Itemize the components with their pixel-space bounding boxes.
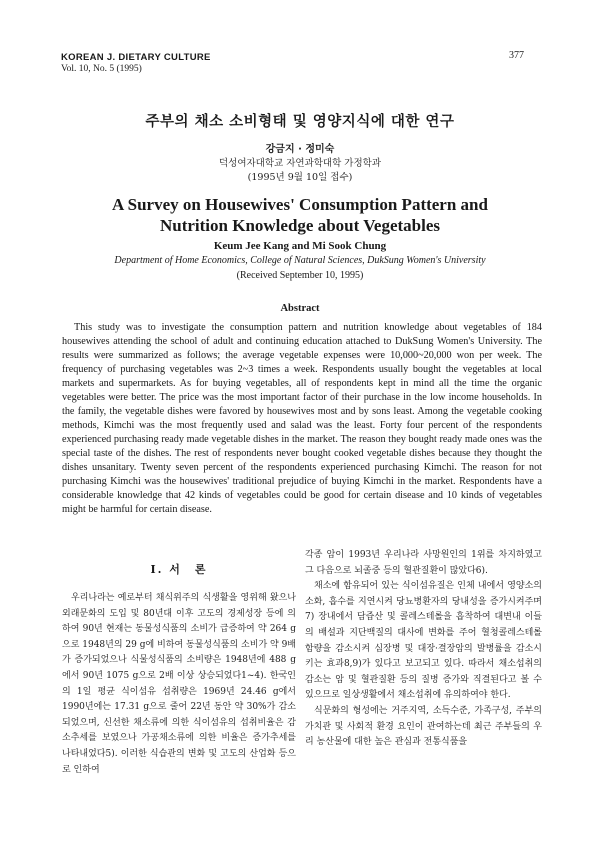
section-heading: I. 서 론	[150, 563, 208, 576]
korean-title: 주부의 채소 소비형태 및 영양지식에 대한 연구	[145, 114, 455, 130]
journal-name: KOREAN J. DIETARY CULTURE	[61, 52, 211, 63]
page-number: 377	[509, 50, 524, 61]
english-title	[0, 194, 600, 236]
english-received-date: (Received September 10, 1995)	[236, 270, 364, 281]
english-authors: Keum Jee Kang and Mi Sook Chung	[213, 240, 387, 252]
body-column-right	[305, 548, 542, 751]
body-paragraph: 채소에 함유되어 있는 식이섬유질은 인체 내에서 영양소의 소화, 흡수를 지연시켜 당뇨병환자의 당내성을 증가시켜주며7) 장내에서 담즙산 및 콜레스테롤을 흡착하여 대변내 이들의 배설과 지단백질의 대사에 변화를 주어 혈청콜레스테롤 함량을 감소시켜 심장병 및 대장·결장암의 발병률을 감소시키는 효과8,9)가 있다고 보고되고 있다. 따라서 채소섭취의 감소는 암 및 혈관질환 등의 질병 증가와 직결된다고 볼 수 있으므로 일상생활에서 채소섭취에 유의하여야 한다.	[305, 581, 542, 701]
body-paragraph: 식문화의 형성에는 거주지역, 소득수준, 가족구성, 주부의 가치관 및 사회적 환경 요인이 관여하는데 최근 주부들의 우리 농산물에 대한 높은 관심과 전통식품을	[305, 705, 542, 748]
english-department: Department of Home Economics, College of Natural Sciences, DukSung Women's University	[114, 255, 486, 266]
korean-authors: 강금지 · 정미숙	[265, 144, 335, 155]
korean-affiliation: 덕성여자대학교 자연과학대학 가정학과	[218, 158, 382, 169]
korean-received-date: (1995년 9월 10일 접수)	[247, 172, 353, 183]
abstract-text: This study was to investigate the consumption pattern and nutrition knowledge about vegetables of 184 housewives attending the school of adult and continuing education attached to DukSung Women's University. The results were summarized as follows; the average vegetable expenses were 10,000~20,000 won per week. The frequency of purchasing vegetables was 2~3 times a week. Respondents usually bought the vegetables at local markets and supermarkets. As for buying vegetables, all of respondents kept in mind all the time the organic vegetables were better. The price was the most important factor of their purchase in the low income households. In the family, the vegetable dishes were favored by housewives most and by sons least. Among the vegetable cooking methods, Kimchi was the most frequently used and salad was the least. Forty four percent of the respondents experienced purchasing ready made vegetable dishes in the market. The reason they bought ready made ones was the special taste of the dishes. The rest of respondents never bought cooked vegetable dishes because they thought the dishes unsanitary. Twenty seven percent of the respondents experienced purchasing Kimchi. The reason for not purchasing Kimchi was the housewives' traditional prejudice of buying Kimchi in the market. Respondents have a considerable knowledge that 42 kinds of vegetables could be good for certain disease and 10 kinds of vegetables might be harmful for certain disease.	[62, 322, 542, 515]
body-paragraph: 각종 암이 1993년 우리나라 사망원인의 1위를 차지하였고 그 다음으로 뇌졸중 등의 혈관질환이 많았다6).	[305, 550, 542, 576]
journal-volume: Vol. 10, No. 5 (1995)	[61, 64, 142, 74]
body-column-left	[62, 555, 296, 778]
english-title-line1: A Survey on Housewives' Consumption Pattern and	[112, 195, 488, 214]
abstract-heading: Abstract	[280, 303, 320, 314]
english-title-line2: Nutrition Knowledge about Vegetables	[159, 216, 441, 235]
body-paragraph: 우리나라는 예로부터 채식위주의 식생활을 영위해 왔으나 외래문화의 도입 및 80년대 이후 고도의 경제성장 등에 의하여 90년 현재는 동물성식품의 소비가 급증하여 약 264 g으로 1948년의 29 g에 비하여 동물성식품의 소비가 약 9배가 증가되었으나 식물성식품의 소비량은 1948년에 488 g에서 90년 1075 g으로 2배 이상 상승되었다1~4). 한국인의 1일 평균 식이섬유 섭취량은 1969년 24.46 g에서 1990년에는 17.31 g으로 줄어 22년 동안 약 30%가 감소되었으며, 신선한 채소류에 의한 식이섬유의 섭취비율은 감소추세를 보였으나 가공채소류에 의한 비율은 증가추세를 나타내었다5). 이러한 식습관의 변화 및 고도의 산업화 등으로 인하여	[62, 593, 296, 775]
